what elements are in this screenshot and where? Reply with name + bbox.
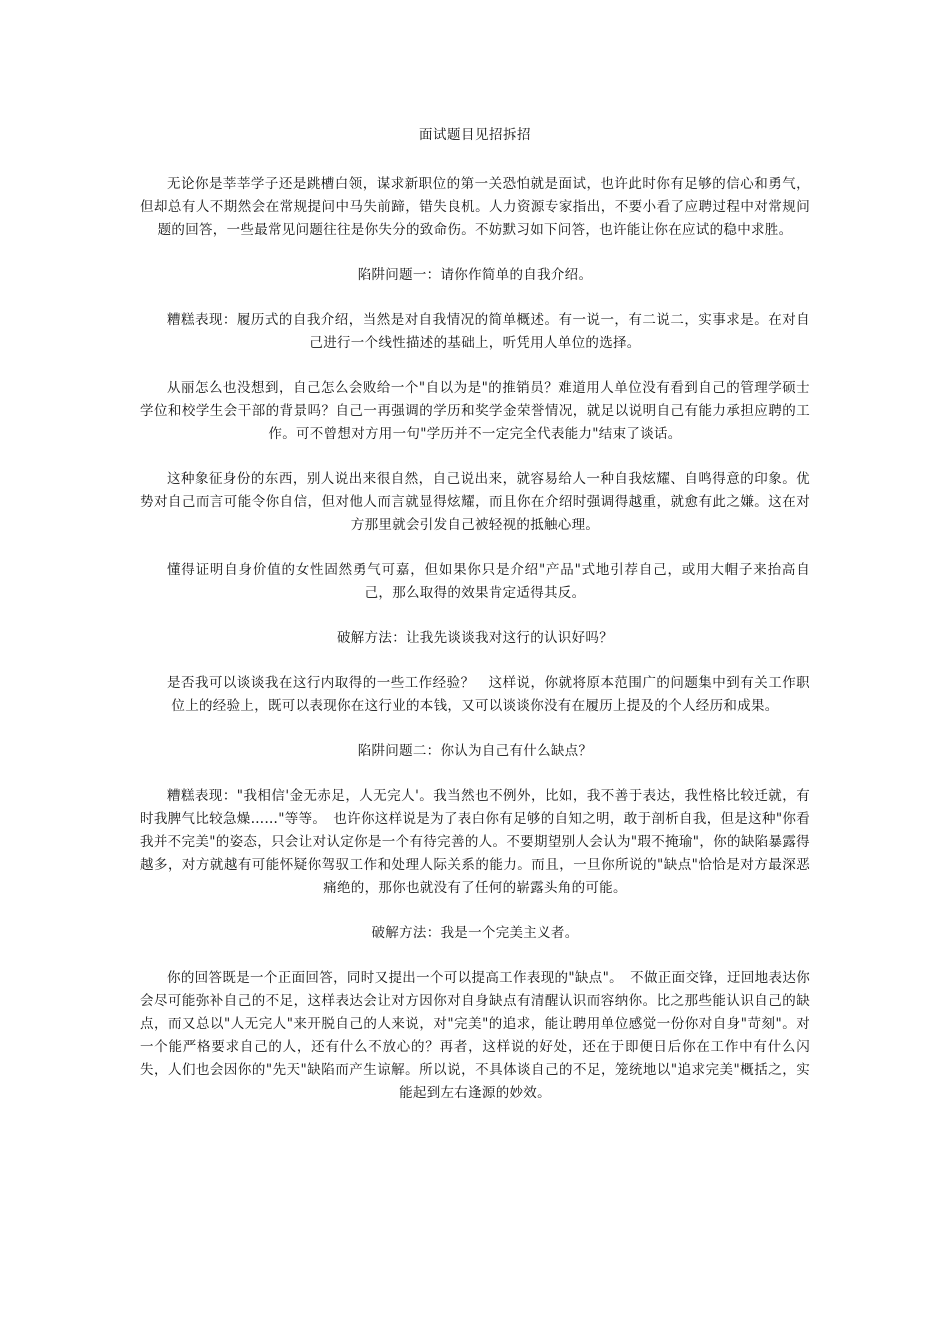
document-page	[140, 124, 810, 1127]
solution-2-heading: 破解方法：我是一个完美主义者。	[371, 925, 579, 941]
document-title: 面试题目见招拆招	[419, 127, 531, 143]
bad-performance-1-paragraph: 糟糕表现：履历式的自我介绍，当然是对自我情况的简单概述。有一说一，有二说二，实事求是。在对自己进行一个线性描述的基础上，听凭用人单位的选择。	[167, 312, 810, 351]
story-paragraph: 从丽怎么也没想到，自己怎么会败给一个"自以为是"的推销员？难道用人单位没有看到自己的管理学硕士学位和校学生会干部的背景吗？自己一再强调的学历和奖学金荣誉情况，就足以说明自己有能力承担应聘的工作。可不曾想对方用一句"学历并不一定完全代表能力"结束了谈话。	[140, 380, 810, 442]
solution-1-paragraph: 是否我可以谈谈我在这行内取得的一些工作经验？ 这样说，你就将原本范围广的问题集中到有关工作职位上的经验上，既可以表现你在这行业的本钱，又可以谈谈你没有在履历上提及的个人经历和成果。	[167, 675, 810, 714]
bad-performance-2-paragraph: 糟糕表现："我相信'金无赤足，人无完人'。我当然也不例外，比如，我不善于表达，我性格比较迁就，有时我脾气比较急燥……"等等。 也许你这样说是为了表白你有足够的自知之明，敢于剖析自我，但是这种"你看我并不完美"的姿态，只会让对认定你是一个有待完善的人。不要期望别人会认为"瑕不掩瑜"，你的缺陷暴露得越多，对方就越有可能怀疑你驾驭工作和处理人际关系的能力。而且，一旦你所说的"缺点"恰恰是对方最深恶痛绝的，那你也就没有了任何的崭露头角的可能。	[140, 788, 810, 896]
intro-paragraph: 无论你是莘莘学子还是跳槽白领，谋求新职位的第一关恐怕就是面试，也许此时你有足够的信心和勇气，但却总有人不期然会在常规提问中马失前蹄，错失良机。人力资源专家指出，不要小看了应聘过程中对常规问题的回答，一些最常见问题往往是你失分的致命伤。不妨默习如下问答，也许能让你在应试的稳中求胜。	[140, 176, 810, 238]
trap-question-1-heading: 陷阱问题一：请你作简单的自我介绍。	[357, 267, 593, 283]
advice-paragraph: 懂得证明自身价值的女性固然勇气可嘉，但如果你只是介绍"产品"式地引荐自己，或用大帽子来抬高自己，那么取得的效果肯定适得其反。	[167, 562, 810, 601]
solution-2-paragraph: 你的回答既是一个正面回答，同时又提出一个可以提高工作表现的"缺点"。 不做正面交锋，迂回地表达你会尽可能弥补自己的不足，这样表达会让对方因你对自身缺点有清醒认识而容纳你。比之那些能认识自己的缺点，而又总以"人无完人"来开脱自己的人来说，对"完美"的追求，能让聘用单位感觉一份你对自身"苛刻"。对一个能严格要求自己的人，还有什么不放心的？再者，这样说的好处，还在于即便日后你在工作中有什么闪失，人们也会因你的"先天"缺陷而产生谅解。所以说，不具体谈自己的不足，笼统地以"追求完美"概括之，实能起到左右逢源的妙效。	[140, 970, 810, 1101]
solution-1-heading: 破解方法：让我先谈谈我对这行的认识好吗？	[337, 630, 613, 646]
analysis-paragraph: 这种象征身份的东西，别人说出来很自然，自己说出来，就容易给人一种自我炫耀、自鸣得意的印象。优势对自己而言可能令你自信，但对他人而言就显得炫耀，而且你在介绍时强调得越重，就愈有此之嫌。这在对方那里就会引发自己被轻视的抵触心理。	[140, 471, 810, 533]
trap-question-2-heading: 陷阱问题二：你认为自己有什么缺点？	[357, 743, 593, 759]
